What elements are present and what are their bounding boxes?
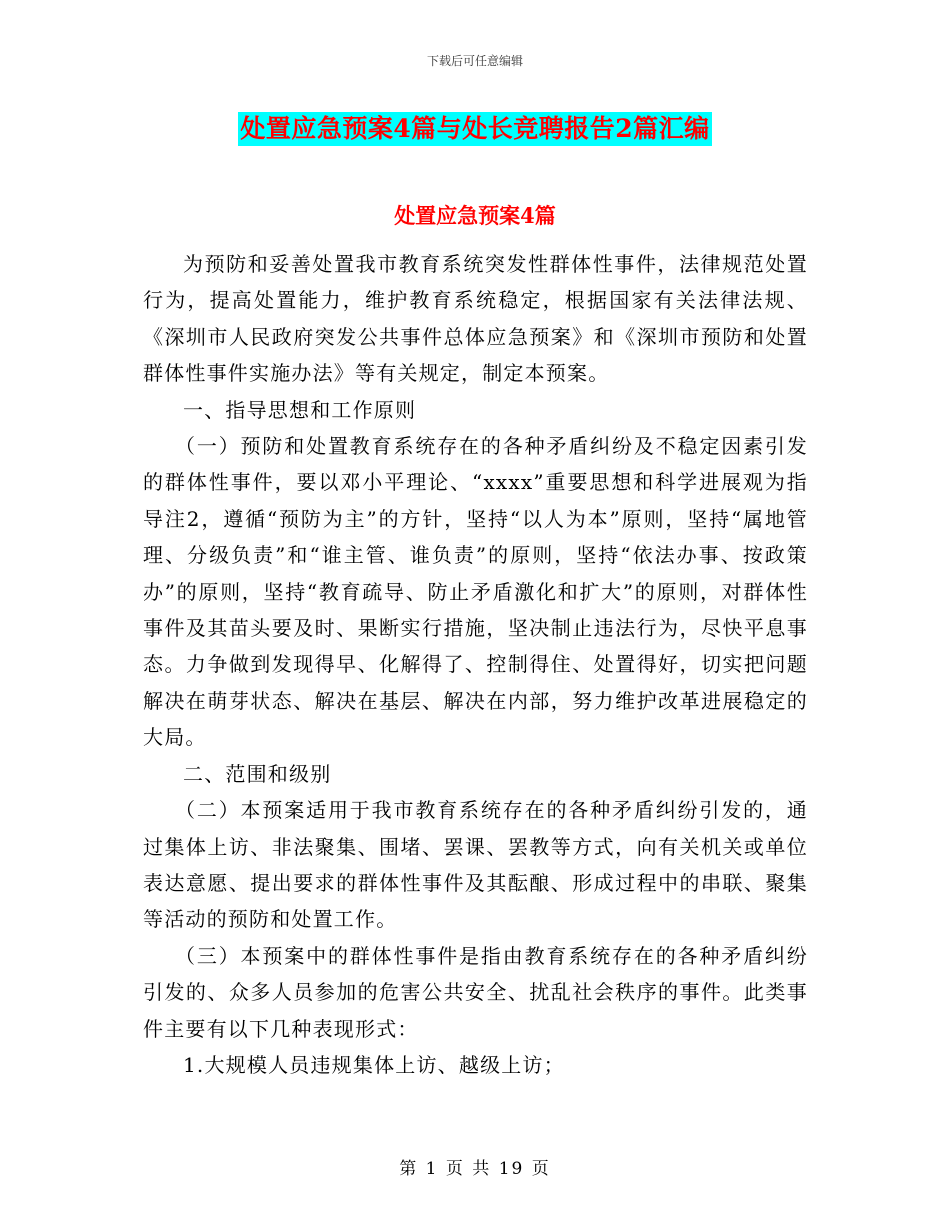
section-title: 处置应急预案4篇 bbox=[394, 203, 556, 228]
document-title bbox=[0, 112, 950, 146]
document-title-text: 处置应急预案4篇与处长竞聘报告2篇汇编 bbox=[238, 112, 711, 146]
heading-scope-and-level: 二、范围和级别 bbox=[183, 761, 332, 786]
paragraph-intro: 为预防和妥善处置我市教育系统突发性群体性事件，法律规范处置行为，提高处置能力，维护教育系统稳定，根据国家有关法律法规、《深圳市人民政府突发公共事件总体应急预案》和《深圳市预防和处置群体性事件实施办法》等有关规定，制定本预案。 bbox=[143, 252, 808, 386]
paragraph-clause-3: （三）本预案中的群体性事件是指由教育系统存在的各种矛盾纠纷引发的、众多人员参加的危害公共安全、扰乱社会秩序的事件。此类事件主要有以下几种表现形式： bbox=[143, 943, 808, 1041]
paragraph-clause-1: （一）预防和处置教育系统存在的各种矛盾纠纷及不稳定因素引发的群体性事件，要以邓小平理论、“xxxx”重要思想和科学进展观为指导注2，遵循“预防为主”的方针，坚持“以人为本”原则，坚持“属地管理、分级负责”和“谁主管、谁负责”的原则，坚持“依法办事、按政策办”的原则，坚持“教育疏导、防止矛盾激化和扩大”的原则，对群体性事件及其苗头要及时、果断实行措施，坚决制止违法行为，尽快平息事态。力争做到发现得早、化解得了、控制得住、处置得好，切实把问题解决在萌芽状态、解决在基层、解决在内部，努力维护改革进展稳定的大局。 bbox=[143, 434, 808, 750]
header-note: 下载后可任意编辑 bbox=[426, 54, 523, 68]
document-body bbox=[143, 246, 808, 1083]
heading-guiding-principles: 一、指导思想和工作原则 bbox=[183, 397, 417, 422]
paragraph-clause-2: （二）本预案适用于我市教育系统存在的各种矛盾纠纷引发的，通过集体上访、非法聚集、围堵、罢课、罢教等方式，向有关机关或单位表达意愿、提出要求的群体性事件及其酝酿、形成过程中的串联、聚集等活动的预防和处置工作。 bbox=[143, 798, 808, 932]
page-number: 第 1 页 共 19 页 bbox=[399, 1159, 551, 1179]
list-item-1: 1.大规模人员违规集体上访、越级上访； bbox=[183, 1052, 565, 1077]
